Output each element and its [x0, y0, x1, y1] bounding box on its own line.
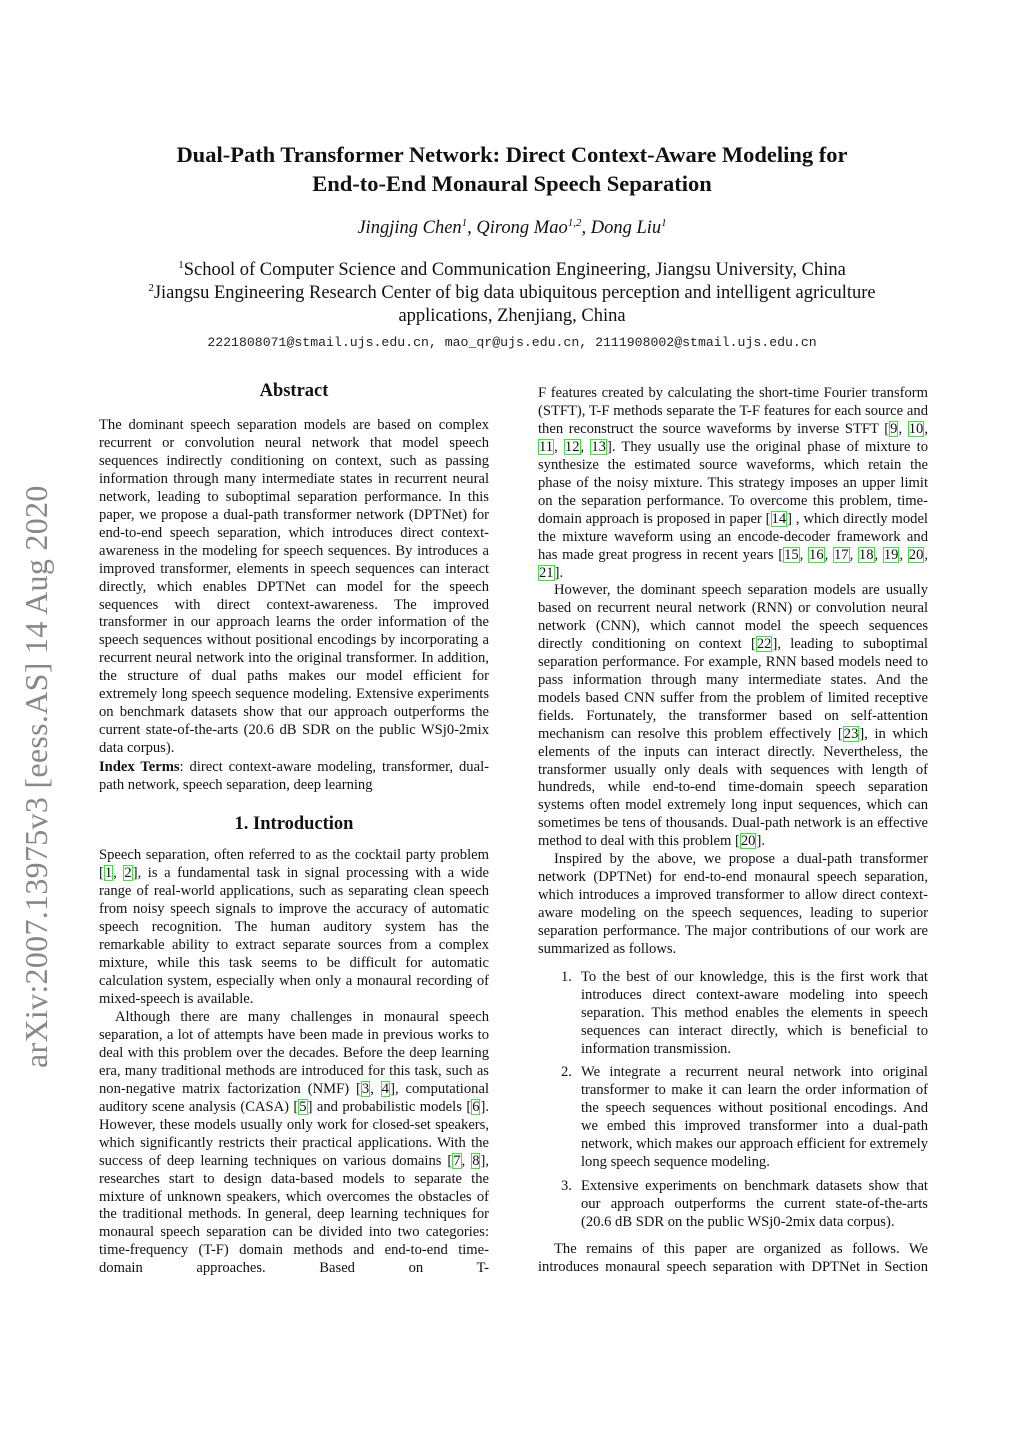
citation-link[interactable]: 20 [740, 833, 756, 850]
citation-link[interactable]: 11 [539, 438, 554, 455]
citation-link[interactable]: 18 [858, 546, 874, 563]
abstract-heading: Abstract [259, 381, 329, 401]
index-terms [99, 759, 489, 795]
citation-link[interactable]: 2 [124, 864, 132, 881]
citation-link[interactable]: 15 [784, 546, 799, 563]
intro-paragraph-1: Speech separation, often referred to as the cocktail party problem [1, 2], is a fundamental task in signal processing with a wide range of real-world applications, such as separating clean speech from noisy speech signals to improve the accuracy of automatic speech recognition. The human auditory system has the remarkable ability to extract separate sources from a complex mixture, while this task seems to be difficult for automatic calculation system, especially when only a monaural recording of mixed-speech is available. [99, 847, 490, 1007]
citation-link[interactable]: 23 [843, 725, 859, 742]
author-name: Qirong Mao [476, 218, 568, 238]
citation-link[interactable]: 9 [890, 420, 898, 437]
citation-link[interactable]: 8 [472, 1152, 480, 1169]
contribution-item: To the best of our knowledge, this is the first work that introduces direct context-aware modeling into speech separation. This method enables the elements in speech sequences can interact directly, which is beneficial to information transmission. [581, 969, 928, 1057]
contribution-number: 3. [561, 1178, 572, 1194]
intro-paragraph-4: However, the dominant speech separation models are usually based on recurrent neural network (RNN) or convolution neural network (CNN), which cannot model the speech sequences directly conditioning on context [22], leading to suboptimal separation performance. For example, RNN based models need to pass information through many intermediate states. And the models based CNN suffer from the problem of limited receptive fields. Fortunately, the transformer based on self-attention mechanism can resolve this problem effectively [23], in which elements of the inputs can interact directly. Nevertheless, the transformer usually only deals with sequences with length of hundreds, while end-to-end time-domain speech separation systems often model extremely long input sequences, which can sometimes be tens of thousands. Dual-path network is an effective method to deal with this problem [20]. [538, 582, 928, 850]
intro-paragraph-6: The remains of this paper are organized as follows. We introduces monaural speech separation with DPTNet in Section [538, 1241, 928, 1275]
affiliations [0, 259, 1024, 328]
citation-link[interactable]: 17 [833, 546, 849, 563]
citation-link[interactable]: 21 [539, 564, 554, 581]
paper-title [0, 140, 1024, 198]
author-emails: 2221808071@stmail.ujs.edu.cn, mao_qr@ujs.edu.cn, 2111908002@stmail.ujs.edu.cn [207, 335, 817, 350]
affiliation-text: applications, Zhenjiang, China [398, 306, 626, 326]
affiliation-2-cont [0, 305, 1024, 328]
citation-link[interactable]: 5 [299, 1098, 307, 1115]
contribution-number: 1. [561, 969, 572, 985]
affiliation-text: School of Computer Science and Communication Engineering, Jiangsu University, China [183, 260, 846, 280]
citation-link[interactable]: 4 [381, 1080, 390, 1097]
citation-link[interactable]: 6 [472, 1098, 480, 1115]
citation-link[interactable]: 12 [564, 438, 580, 455]
intro-paragraph-2: Although there are many challenges in monaural speech separation, a lot of attempts have been made in previous works to deal with this problem over the decades. Before the deep learning era, many traditional methods are introduced for this task, such as non-negative matrix factorization (NMF) [3, 4], computational auditory scene analysis (CASA) [5] and probabilistic models [6]. However, these models usually only work for closed-set speakers, which significantly restricts their practical applications. With the success of deep learning techniques on various domains [7, 8], researches start to design data-based models to separate the mixture of unknown speakers, which overcomes the obstacles of the traditional methods. In general, deep learning techniques for monaural speech separation can be divided into two categories: time-frequency (T-F) domain methods and end-to-end time-domain approaches. Based on T- [99, 1009, 489, 1277]
affiliation-1 [0, 259, 1024, 282]
citation-link[interactable]: 20 [908, 546, 924, 563]
affiliation-mark: 1 [178, 259, 184, 271]
citation-link[interactable]: 19 [883, 546, 899, 563]
contribution-item: Extensive experiments on benchmark datasets show that our approach outperforms the current state-of-the-arts (20.6 dB SDR on the public WSj0-2mix data corpus). [581, 1178, 928, 1230]
contribution-number: 2. [561, 1064, 572, 1080]
title-line-1: Dual-Path Transformer Network: Direct Context-Aware Modeling for [176, 142, 848, 167]
affiliation-text: Jiangsu Engineering Research Center of big data ubiquitous perception and intelligent agriculture [153, 283, 876, 303]
author-affiliation-mark: 1 [461, 217, 468, 229]
citation-link[interactable]: 13 [591, 438, 606, 455]
contribution-item: We integrate a recurrent neural network into original transformer to make it can learn the order information of the speech sequences without positional encodings. And we embed this improved transformer into a dual-path network, which makes our approach efficient for extremely long speech sequence modeling. [581, 1064, 928, 1170]
index-terms-label: Index Terms [99, 759, 180, 775]
abstract-text: The dominant speech separation models are based on complex recurrent or convolution neural network that model speech sequences indirectly conditioning on context, such as passing information through many intermediate states in recurrent neural network, leading to suboptimal separation performance. In this paper, we propose a dual-path transformer network (DPTNet) for end-to-end speech separation, which introduces direct context-awareness in the modeling for speech sequences. By introduces a improved transformer, elements in speech sequences can interact directly, which enables DPTNet can model for the speech sequences with direct context-awareness. The improved transformer in our approach learns the order information of the speech sequences without positional encodings by incorporating a recurrent neural network into the original transformer. In addition, the structure of dual paths makes our model efficient for extremely long speech sequence modeling. Extensive experiments on benchmark datasets show that our approach outperforms the current state-of-the-arts (20.6 dB SDR on the public WSj0-2mix data corpus). [99, 417, 489, 757]
author-affiliation-mark: 1,2 [567, 217, 582, 229]
citation-link[interactable]: 1 [104, 864, 113, 881]
author-list: Jingjing Chen$^1$, Qirong Mao$^{1,2}$, Dong Liu$^1$ [357, 217, 667, 238]
citation-link[interactable]: 10 [908, 420, 924, 437]
citation-link[interactable]: 7 [453, 1152, 461, 1169]
citation-link[interactable]: 3 [361, 1080, 370, 1097]
arxiv-identifier-stamp: arXiv:2007.13975v3 [eess.AS] 14 Aug 2020 [18, 485, 54, 1068]
affiliation-2 [0, 282, 1024, 305]
section-heading-introduction: 1. Introduction [234, 814, 354, 834]
affiliation-mark: 2 [148, 282, 154, 294]
intro-paragraph-3: F features created by calculating the short-time Fourier transform (STFT), T-F methods separate the T-F features for each source and then reconstruct the source waveforms by inverse STFT [9, 10, 11, 12, 13]. They usually use the original phase of mixture to synthesize the estimated source waveforms, which retain the phase of the noisy mixture. This strategy imposes an upper limit on the separation performance. To overcome this problem, time-domain approach is proposed in paper [14] , which directly model the mixture waveform using an encode-decoder framework and has made great progress in recent years [15, 16, 17, 18, 19, 20, 21]. [538, 385, 929, 581]
author-affiliation-mark: 1 [661, 217, 667, 229]
citation-link[interactable]: 16 [809, 546, 824, 563]
author-name: Jingjing Chen [357, 218, 462, 238]
intro-paragraph-5: Inspired by the above, we propose a dual-path transformer network (DPTNet) for end-to-end monaural speech separation, which introduces a improved transformer to allow direct context-aware modeling on the speech sequences, leading to superior separation performance. The major contributions of our work are summarized as follows. [538, 851, 928, 957]
citation-link[interactable]: 22 [756, 635, 772, 652]
author-name: Dong Liu [590, 218, 662, 238]
citation-link[interactable]: 14 [771, 510, 787, 527]
title-line-2: End-to-End Monaural Speech Separation [312, 171, 712, 196]
index-terms-text: : direct context-aware modeling, transformer, dual-path network, speech separation, deep learning [99, 759, 490, 793]
